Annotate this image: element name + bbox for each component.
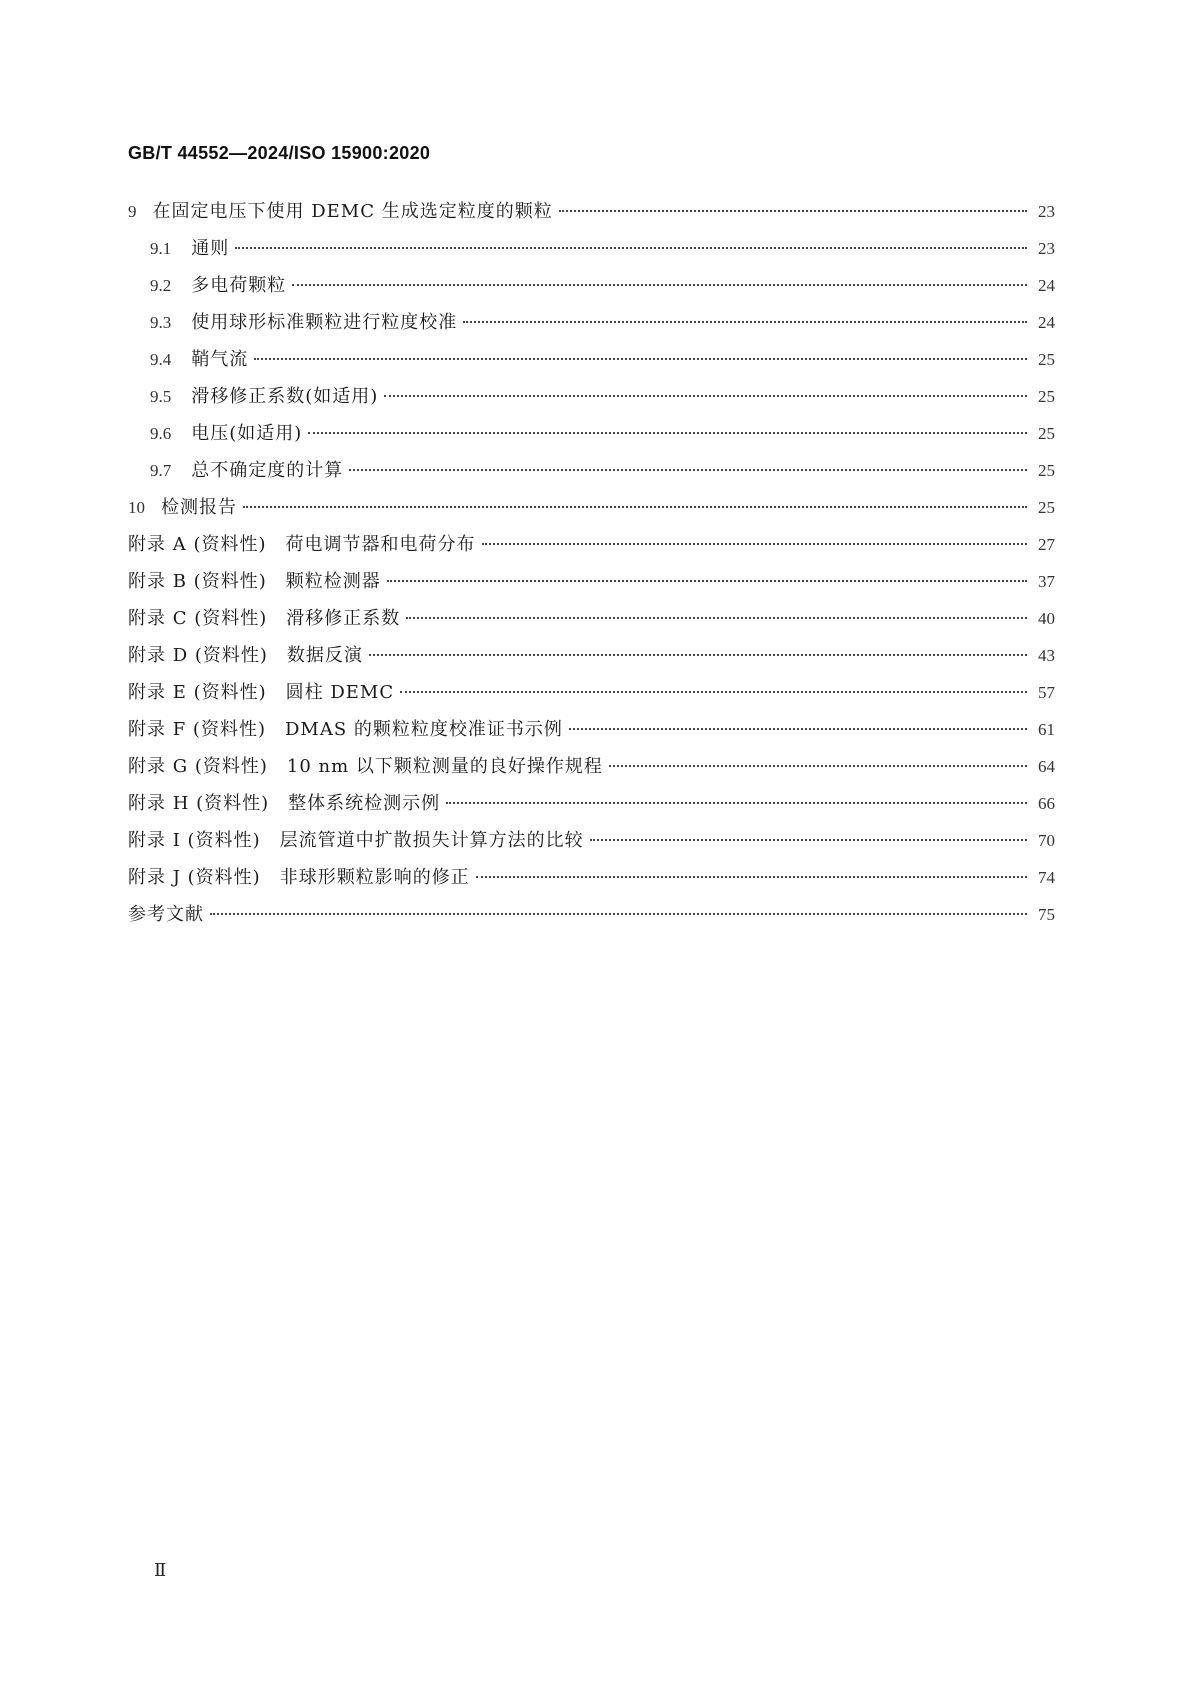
toc-dot-leader [369, 654, 1027, 656]
toc-dot-leader [569, 728, 1027, 730]
toc-entry-page: 70 [1038, 831, 1055, 850]
toc-dot-leader [243, 506, 1027, 508]
toc-entry[interactable] [128, 822, 1055, 859]
toc-entry-number: 9.5 [150, 387, 172, 406]
toc-entry-title: 附录 A (资料性) 荷电调节器和电荷分布 [128, 534, 476, 555]
toc-entry-page: 61 [1038, 720, 1055, 739]
toc-entry-page: 64 [1038, 757, 1055, 776]
toc-entry[interactable] [128, 378, 1055, 415]
toc-entry[interactable] [128, 674, 1055, 711]
toc-entry[interactable] [128, 415, 1055, 452]
toc-entry-page: 23 [1038, 239, 1055, 258]
toc-dot-leader [559, 210, 1027, 212]
toc-entry[interactable] [128, 267, 1055, 304]
toc-entry-title: 检测报告 [161, 497, 237, 518]
toc-entry-page: 74 [1038, 868, 1055, 887]
toc-entry[interactable] [128, 193, 1055, 230]
toc-dot-leader [476, 876, 1027, 878]
toc-entry-page: 66 [1038, 794, 1055, 813]
toc-entry[interactable] [128, 785, 1055, 822]
toc-entry-title: 附录 I (资料性) 层流管道中扩散损失计算方法的比较 [128, 830, 584, 851]
toc-dot-leader [384, 395, 1027, 397]
toc-entry-title: 参考文献 [128, 904, 204, 925]
toc-entry-number: 9 [128, 202, 137, 221]
toc-dot-leader [463, 321, 1027, 323]
toc-entry-title: 通则 [191, 238, 230, 259]
toc-entry-page: 25 [1038, 498, 1055, 517]
toc-entry-page: 37 [1038, 572, 1055, 591]
toc-entry-page: 25 [1038, 350, 1055, 369]
toc-entry[interactable] [128, 341, 1055, 378]
toc-entry-page: 25 [1038, 461, 1055, 480]
toc-entry-title: 电压(如适用) [191, 423, 303, 444]
toc-dot-leader [254, 358, 1027, 360]
toc-entry[interactable] [128, 748, 1055, 785]
toc-entry[interactable] [128, 896, 1055, 933]
toc-entry-number: 9.4 [150, 350, 172, 369]
toc-dot-leader [210, 913, 1027, 915]
toc-entry-title: 附录 J (资料性) 非球形颗粒影响的修正 [128, 867, 470, 888]
toc-entry[interactable] [128, 230, 1055, 267]
toc-entry[interactable] [128, 859, 1055, 896]
toc-entry[interactable] [128, 526, 1055, 563]
toc-entry-page: 24 [1038, 276, 1055, 295]
toc-entry-number: 10 [128, 498, 145, 517]
toc-entry-title: 附录 F (资料性) DMAS 的颗粒粒度校准证书示例 [128, 719, 563, 740]
toc-dot-leader [387, 580, 1027, 582]
toc-entry-page: 24 [1038, 313, 1055, 332]
toc-entry-title: 在固定电压下使用 DEMC 生成选定粒度的颗粒 [152, 201, 553, 222]
toc-entry[interactable] [128, 489, 1055, 526]
toc-entry-number: 9.7 [150, 461, 172, 480]
toc-entry[interactable] [128, 637, 1055, 674]
toc-dot-leader [292, 284, 1027, 286]
toc-entry-page: 25 [1038, 387, 1055, 406]
toc-dot-leader [446, 802, 1027, 804]
toc-entry[interactable] [128, 711, 1055, 748]
toc-entry-page: 57 [1038, 683, 1055, 702]
table-of-contents [128, 193, 1055, 933]
toc-entry-title: 使用球形标准颗粒进行粒度校准 [191, 312, 458, 333]
toc-entry-number: 9.3 [150, 313, 172, 332]
toc-entry-title: 附录 B (资料性) 颗粒检测器 [128, 571, 381, 592]
toc-entry-number: 9.1 [150, 239, 172, 258]
toc-dot-leader [482, 543, 1028, 545]
toc-entry-title: 多电荷颗粒 [191, 275, 287, 296]
toc-entry-page: 75 [1038, 905, 1055, 924]
toc-entry-page: 25 [1038, 424, 1055, 443]
toc-entry-title: 附录 D (资料性) 数据反演 [128, 645, 363, 666]
toc-entry[interactable] [128, 600, 1055, 637]
toc-dot-leader [308, 432, 1027, 434]
toc-dot-leader [349, 469, 1027, 471]
toc-entry[interactable] [128, 452, 1055, 489]
toc-entry-page: 40 [1038, 609, 1055, 628]
toc-entry-title: 滑移修正系数(如适用) [191, 386, 379, 407]
toc-entry-title: 附录 G (资料性) 10 nm 以下颗粒测量的良好操作规程 [128, 756, 603, 777]
toc-entry-title: 附录 C (资料性) 滑移修正系数 [128, 608, 401, 629]
toc-entry-title: 总不确定度的计算 [191, 460, 344, 481]
toc-dot-leader [406, 617, 1027, 619]
toc-dot-leader [609, 765, 1027, 767]
toc-entry-number: 9.2 [150, 276, 172, 295]
toc-entry-number: 9.6 [150, 424, 172, 443]
toc-entry[interactable] [128, 563, 1055, 600]
toc-dot-leader [235, 247, 1027, 249]
toc-entry-title: 附录 H (资料性) 整体系统检测示例 [128, 793, 441, 814]
page-number: Ⅱ [154, 1560, 167, 1580]
toc-entry-title: 鞘气流 [191, 349, 249, 370]
toc-dot-leader [400, 691, 1027, 693]
toc-entry[interactable] [128, 304, 1055, 341]
toc-entry-title: 附录 E (资料性) 圆柱 DEMC [128, 682, 395, 703]
toc-entry-page: 23 [1038, 202, 1055, 221]
standard-header: GB/T 44552—2024/ISO 15900:2020 [128, 143, 431, 163]
toc-entry-page: 43 [1038, 646, 1055, 665]
toc-entry-page: 27 [1038, 535, 1055, 554]
toc-dot-leader [590, 839, 1027, 841]
